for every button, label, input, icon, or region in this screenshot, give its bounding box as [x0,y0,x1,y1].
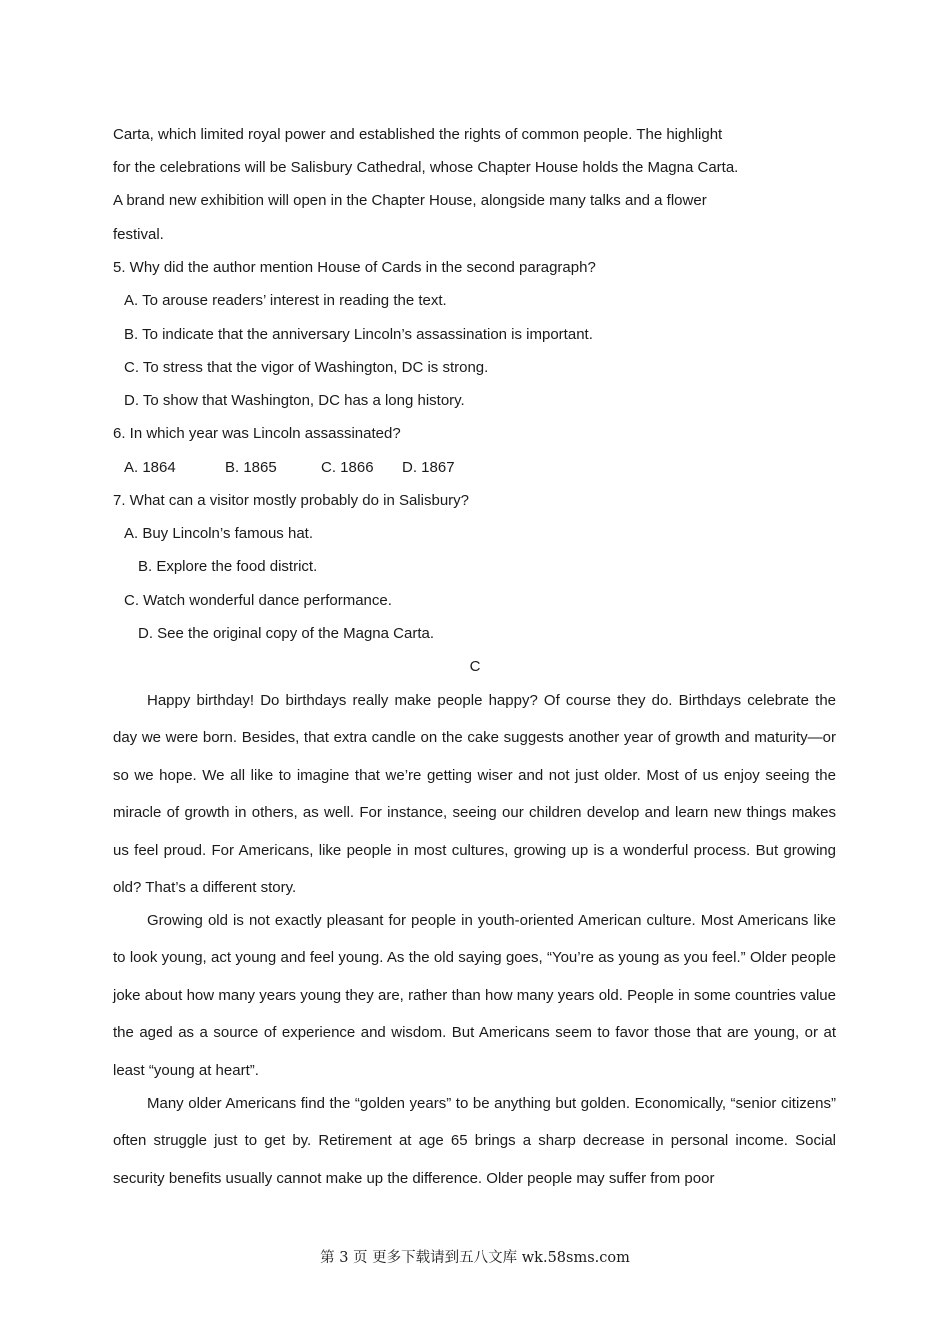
question-5-option-c: C. To stress that the vigor of Washington, DC is strong. [124,359,489,376]
question-5-option-d: D. To show that Washington, DC has a long history. [124,392,465,409]
question-5-stem: 5. Why did the author mention House of Cards in the second paragraph? [113,259,596,276]
section-c-paragraph-1: Happy birthday! Do birthdays really make people happy? Of course they do. Birthdays celebrate the day we were born. Besides, that extra candle on the cake suggests another year of growth and maturity—or so we hope. We all like to imagine that we’re getting wiser and not just older. Most of us enjoy seeing the miracle of growth in others, as well. For instance, seeing our children develop and learn new things makes us feel proud. For Americans, like people in most cultures, growing up is a wonderful process. But growing old? That’s a different story. [113,692,836,897]
page-footer: 第 3 页 更多下载请到五八文库 wk.58sms.com [320,1250,630,1266]
passage-line-1: Carta, which limited royal power and established the rights of common people. The highlight [113,126,723,143]
question-5-option-b: B. To indicate that the anniversary Lincoln’s assassination is important. [124,326,593,343]
question-6-option-a: A. 1864 [124,459,176,476]
section-c-heading: C [469,658,481,675]
question-6-option-b: B. 1865 [225,459,277,476]
question-7-option-c: C. Watch wonderful dance performance. [124,592,392,609]
passage-line-2: for the celebrations will be Salisbury Cathedral, whose Chapter House holds the Magna Carta. [113,159,739,176]
passage-line-3: A brand new exhibition will open in the Chapter House, alongside many talks and a flower [113,192,707,209]
question-7-option-d: D. See the original copy of the Magna Carta. [138,625,435,642]
question-5-option-a: A. To arouse readers’ interest in reading the text. [124,292,447,309]
question-6-option-c: C. 1866 [321,459,374,476]
section-c-paragraph-3: Many older Americans find the “golden years” to be anything but golden. Economically, “senior citizens” often struggle just to get by. Retirement at age 65 brings a sharp decrease in personal income. Social security benefits usually cannot make up the difference. Older people may suffer from poor [113,1095,836,1187]
section-c-paragraph-2: Growing old is not exactly pleasant for people in youth-oriented American culture. Most Americans like to look young, act young and feel young. As the old saying goes, “You’re as young as you feel.” Older people joke about how many years young they are, rather than how many years old. People in some countries value the aged as a source of experience and wisdom. But Americans seem to favor those that are young, or at least “young at heart”. [113,912,836,1079]
question-6-option-d: D. 1867 [402,459,455,476]
question-7-option-b: B. Explore the food district. [138,558,318,575]
question-7-option-a: A. Buy Lincoln’s famous hat. [124,525,313,542]
question-6-stem: 6. In which year was Lincoln assassinated? [113,425,401,442]
question-7-stem: 7. What can a visitor mostly probably do in Salisbury? [113,492,469,509]
passage-line-4: festival. [113,226,164,243]
